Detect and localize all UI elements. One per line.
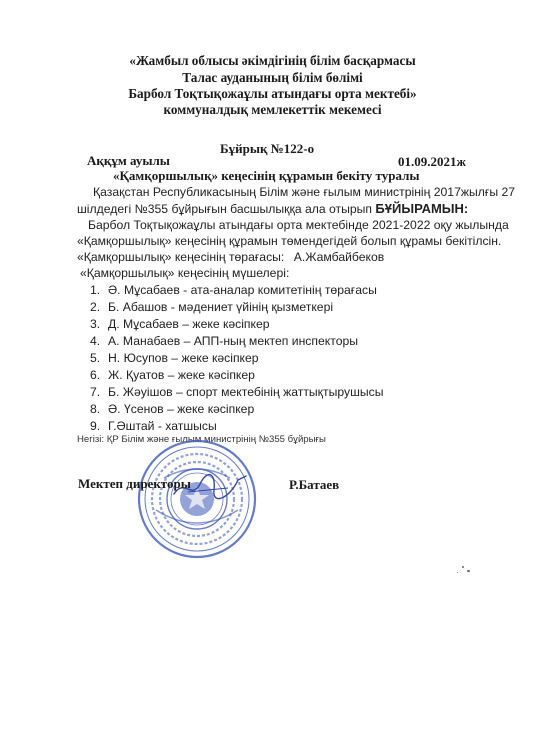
member-text: А. Манабаев – АПП-ның мектеп инспекторы: [108, 334, 359, 348]
header-line-2: Талас ауданының білім бөлімі: [182, 70, 363, 85]
header-line-1: «Жамбыл облысы әкімдігінің білім басқармасы: [129, 53, 416, 68]
body-line-2: «Қамқоршылық» кеңесінің құрамын төмендегідей болып құрамы бекітілсін.: [77, 234, 502, 248]
preamble-line-1: Қазақстан Республикасының Білім және ғылым министрінің 2017жылғы 27: [93, 185, 516, 199]
signature-title: Мектеп директоры: [78, 476, 191, 491]
member-number: 8.: [90, 402, 101, 416]
header-line-4: коммуналдық мемлекеттік мекемесі: [163, 102, 382, 117]
signature-name: Р.Батаев: [289, 477, 340, 492]
member-text: Г.Әштай - хатшысы: [108, 419, 217, 433]
order-date: 01.09.2021ж: [398, 154, 466, 169]
member-number: 4.: [90, 334, 101, 348]
chair-line: [77, 250, 384, 264]
order-number: Бұйрық №122-о: [220, 141, 315, 156]
body-line-1: Барбол Тоқтықожаұлы атындағы орта мектебінде 2021-2022 оқу жылында: [88, 218, 509, 232]
member-text: Н. Юсупов – жеке кәсіпкер: [108, 351, 259, 365]
order-place: Аққұм ауылы: [87, 153, 170, 168]
member-number: 1.: [90, 283, 101, 297]
scan-speck: [462, 566, 464, 568]
member-number: 3.: [90, 317, 101, 331]
member-text: Ә. Мұсабаев - ата-аналар комитетінің төрағасы: [108, 283, 377, 297]
member-text: Ә. Үсенов – жеке кәсіпкер: [108, 402, 255, 416]
order-subject: «Қамқоршылық» кеңесінің құрамын бекіту туралы: [113, 168, 420, 183]
preamble-line-2-text: шілдедегі №355 бұйрығын басшылыққа ала отырып: [77, 202, 376, 216]
member-text: Б. Жәуішов – спорт мектебінің жаттықтырушысы: [108, 385, 384, 399]
basis-note: Негізі: ҚР Білім және ғылым министрінің №355 бұйрығы: [77, 434, 326, 445]
member-number: 2.: [90, 300, 101, 314]
member-number: 7.: [90, 385, 101, 399]
members-title: «Қамқоршылық» кеңесінің мүшелері:: [80, 266, 290, 280]
scan-speck: [457, 572, 458, 573]
member-item: [90, 368, 255, 382]
member-text: Б. Абашов - мәдениет үйінің қызметкері: [108, 300, 334, 314]
member-item: [90, 334, 358, 348]
scan-speck: [467, 570, 470, 572]
member-text: Ж. Қуатов – жеке кәсіпкер: [108, 368, 255, 382]
member-item: [90, 351, 259, 365]
chair-label: «Қамқоршылық» кеңесінің төрағасы:: [77, 250, 285, 264]
member-number: 9.: [90, 419, 101, 433]
header-line-3: Барбол Тоқтықожаұлы атындағы орта мектебі»: [128, 86, 417, 101]
member-item: [90, 402, 254, 416]
chair-name: А.Жамбайбеков: [293, 250, 385, 264]
order-directive: БҰЙЫРАМЫН:: [375, 201, 469, 216]
member-item: [90, 317, 270, 331]
member-item: [90, 385, 383, 399]
member-item: [90, 419, 217, 433]
member-number: 6.: [90, 368, 101, 382]
member-item: [90, 283, 377, 297]
member-item: [90, 300, 333, 314]
member-text: Д. Мұсабаев – жеке кәсіпкер: [108, 317, 270, 331]
member-number: 5.: [90, 351, 101, 365]
preamble-line-2: [77, 201, 468, 216]
